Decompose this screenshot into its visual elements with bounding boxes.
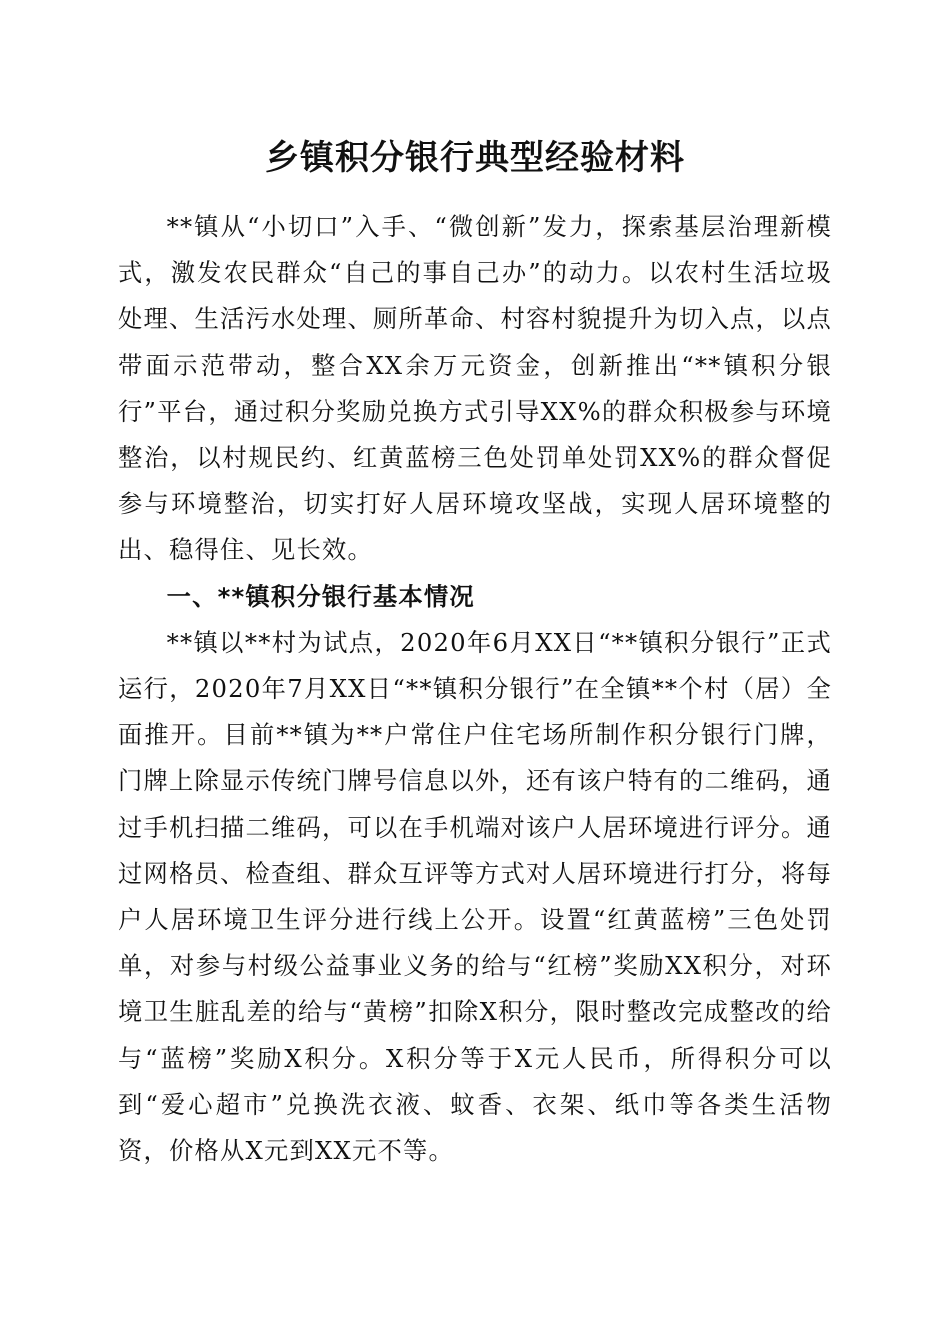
document-title: 乡镇积分银行典型经验材料 <box>265 138 685 178</box>
document-body <box>118 204 832 1174</box>
intro-paragraph: **镇从“小切口”入手、“微创新”发力，探索基层治理新模式，激发农民群众“自己的事自己办”的动力。以农村生活垃圾处理、生活污水处理、厕所革命、村容村貌提升为切入点，以点带面示范带动，整合XX余万元资金，创新推出“**镇积分银行”平台，通过积分奖励兑换方式引导XX%的群众积极参与环境整治，以村规民约、红黄蓝榜三色处罚单处罚XX%的群众督促参与环境整治，切实打好人居环境攻坚战，实现人居环境整的出、稳得住、见长效。 <box>118 212 832 565</box>
section-heading: 一、**镇积分银行基本情况 <box>166 581 475 611</box>
section-paragraph: **镇以**村为试点，2020年6月XX日“**镇积分银行”正式运行，2020年7月XX日“**镇积分银行”在全镇**个村（居）全面推开。目前**镇为**户常住户住宅场所制作积分银行门牌，门牌上除显示传统门牌号信息以外，还有该户特有的二维码，通过手机扫描二维码，可以在手机端对该户人居环境进行评分。通过网格员、检查组、群众互评等方式对人居环境进行打分，将每户人居环境卫生评分进行线上公开。设置“红黄蓝榜”三色处罚单，对参与村级公益事业义务的给与“红榜”奖励XX积分，对环境卫生脏乱差的给与“黄榜”扣除X积分，限时整改完成整改的给与“蓝榜”奖励X积分。X积分等于X元人民币，所得积分可以到“爱心超市”兑换洗衣液、蚊香、衣架、纸巾等各类生活物资，价格从X元到XX元不等。 <box>118 627 832 1166</box>
